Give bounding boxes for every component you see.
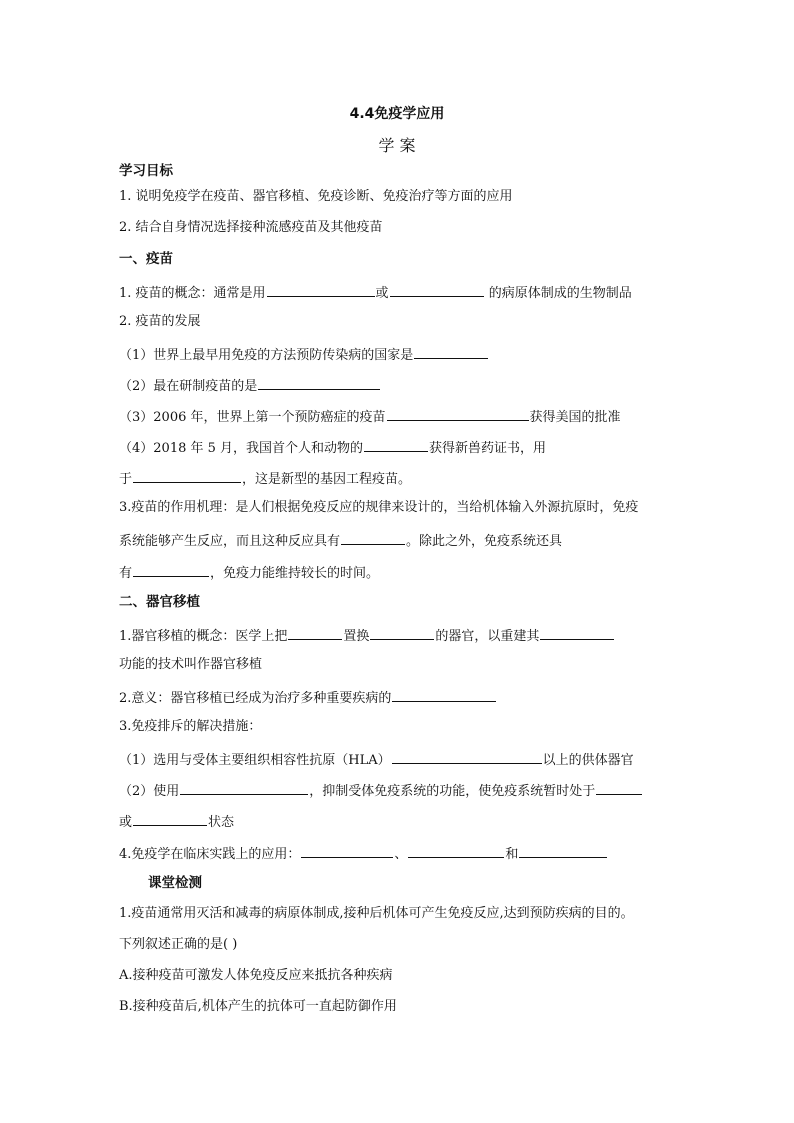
document-subtitle: 学 案 — [378, 136, 416, 155]
fill-blank[interactable] — [387, 406, 529, 421]
clinical-application-line: 4.免疫学在临床实践上的应用： 、 和 — [119, 843, 608, 864]
section-heading-transplant: 二、器官移植 — [119, 594, 200, 610]
fill-blank[interactable] — [540, 625, 614, 640]
objectives-heading: 学习目标 — [119, 163, 173, 179]
fill-blank[interactable] — [370, 625, 434, 640]
vaccine-mechanism-line: 3.疫苗的作用机理：是人们根据免疫反应的规律来设计的，当给机体输入外源抗原时，免疫 — [119, 500, 639, 515]
fill-blank[interactable] — [288, 625, 342, 640]
fill-blank[interactable] — [392, 687, 496, 702]
fill-blank[interactable] — [133, 811, 207, 826]
fill-blank[interactable] — [364, 437, 428, 452]
vaccine-concept-line: 1. 疫苗的概念：通常是用 或 的病原体制成的生物制品 — [119, 282, 632, 303]
vaccine-dev-item-1: （1）世界上最早用免疫的方法预防传染病的国家是 — [119, 344, 489, 365]
fill-blank[interactable] — [301, 843, 393, 858]
fill-blank[interactable] — [180, 780, 308, 795]
vaccine-dev-item-4: （4）2018 年 5 月，我国首个人和动物的 获得新兽药证书，用 — [119, 437, 546, 458]
transplant-significance-line: 2.意义：器官移植已经成为治疗多种重要疾病的 — [119, 687, 497, 708]
fill-blank[interactable] — [133, 562, 209, 577]
rejection-measure-2: （2）使用 ，抑制受体免疫系统的功能，使免疫系统暂时处于 — [119, 780, 643, 801]
section-heading-vaccine: 一、疫苗 — [119, 251, 173, 267]
class-test-heading: 课堂检测 — [148, 875, 202, 891]
fill-blank[interactable] — [392, 749, 542, 764]
objective-item: 1. 说明免疫学在疫苗、器官移植、免疫诊断、免疫治疗等方面的应用 — [119, 189, 513, 204]
answer-option-a: A.接种疫苗可激发人体免疫反应来抵抗各种疾病 — [119, 968, 393, 983]
objective-item: 2. 结合自身情况选择接种流感疫苗及其他疫苗 — [119, 220, 383, 235]
fill-blank[interactable] — [341, 530, 405, 545]
vaccine-dev-item-2: （2）最在研制疫苗的是 — [119, 375, 381, 396]
vaccine-mechanism-line-3: 有 ，免疫力能维持较长的时间。 — [119, 562, 379, 583]
rejection-measure-1: （1）选用与受体主要组织相容性抗原（HLA） 以上的供体器官 — [119, 749, 634, 770]
fill-blank[interactable] — [408, 843, 504, 858]
question-stem: 1.疫苗通常用灭活和减毒的病原体制成,接种后机体可产生免疫反应,达到预防疾病的目的。 — [119, 906, 634, 921]
fill-blank[interactable] — [133, 468, 241, 483]
question-prompt: 下列叙述正确的是( ) — [119, 937, 238, 952]
vaccine-dev-item-4-cont: 于 ，这是新型的基因工程疫苗。 — [119, 468, 411, 489]
fill-blank[interactable] — [390, 282, 484, 297]
rejection-measure-2-cont: 或 状态 — [119, 811, 234, 832]
transplant-concept-line: 1.器官移植的概念：医学上把 置换 的器官，以重建其 — [119, 625, 615, 646]
fill-blank[interactable] — [519, 843, 607, 858]
fill-blank[interactable] — [414, 344, 488, 359]
vaccine-development-line: 2. 疫苗的发展 — [119, 314, 201, 329]
fill-blank[interactable] — [267, 282, 375, 297]
document-title: 4.4免疫学应用 — [349, 106, 445, 122]
vaccine-mechanism-line-2: 系统能够产生反应，而且这种反应具有 。除此之外，免疫系统还具 — [119, 530, 562, 551]
fill-blank[interactable] — [258, 375, 380, 390]
rejection-measures-heading: 3.免疫排斥的解决措施： — [119, 719, 262, 734]
vaccine-dev-item-3: （3）2006 年，世界上第一个预防癌症的疫苗 获得美国的批准 — [119, 406, 621, 427]
fill-blank[interactable] — [596, 780, 642, 795]
answer-option-b: B.接种疫苗后,机体产生的抗体可一直起防御作用 — [119, 999, 397, 1014]
transplant-concept-line-2: 功能的技术叫作器官移植 — [119, 657, 263, 672]
